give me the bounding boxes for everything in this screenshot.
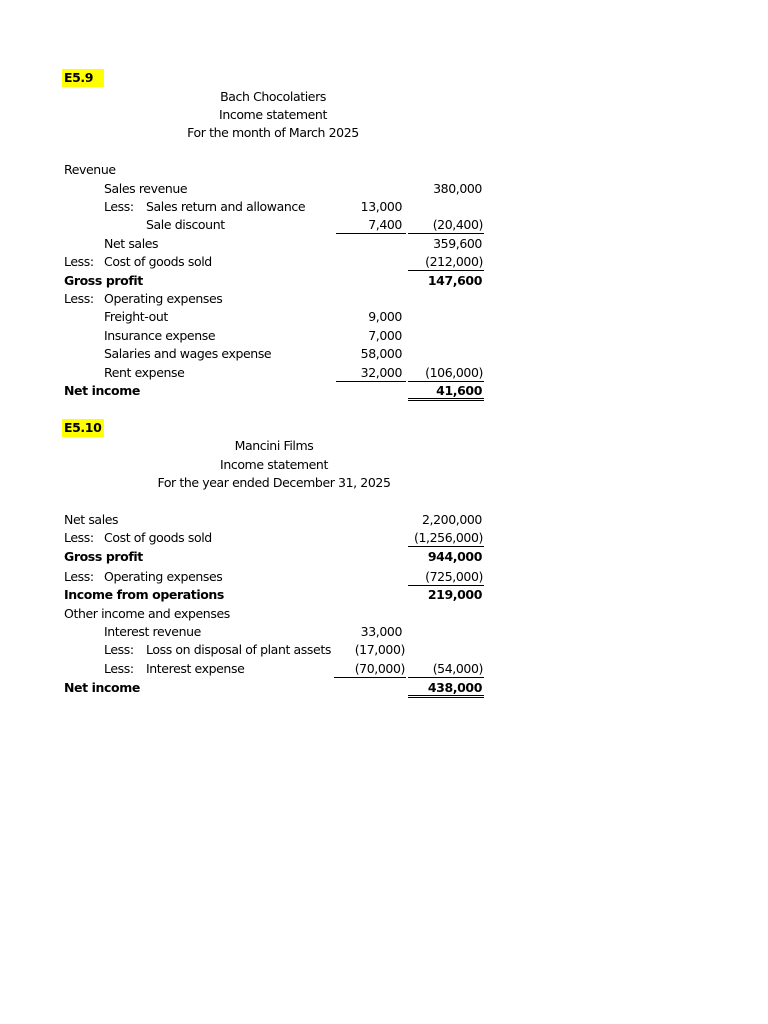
loss-on-disposal-amount: (17,000) bbox=[354, 642, 405, 657]
income-from-operations-label: Income from operations bbox=[64, 587, 224, 602]
less-label: Less: bbox=[104, 661, 134, 676]
net-sales-amount: 2,200,000 bbox=[421, 512, 482, 527]
sales-return-amount: 13,000 bbox=[360, 199, 402, 214]
salaries-expense-label: Salaries and wages expense bbox=[104, 346, 272, 361]
less-label: Less: bbox=[64, 530, 94, 545]
statement-period: For the year ended December 31, 2025 bbox=[157, 475, 391, 490]
gross-profit-label: Gross profit bbox=[64, 273, 143, 288]
less-label: Less: bbox=[64, 291, 94, 306]
sale-discount-label: Sale discount bbox=[146, 217, 225, 232]
cogs-amount: (212,000) bbox=[408, 253, 484, 271]
net-sales-label: Net sales bbox=[104, 236, 159, 251]
freight-out-amount: 9,000 bbox=[368, 309, 402, 324]
sale-discount-amount: 7,400 bbox=[336, 216, 406, 234]
statement-period: For the month of March 2025 bbox=[187, 125, 359, 140]
net-income-amount: 438,000 bbox=[408, 679, 484, 698]
operating-expenses-amount: (725,000) bbox=[408, 568, 484, 586]
insurance-expense-label: Insurance expense bbox=[104, 328, 216, 343]
cogs-label: Cost of goods sold bbox=[104, 530, 212, 545]
exercise-tag-e5-10: E5.10 bbox=[62, 419, 104, 437]
sales-return-label: Sales return and allowance bbox=[146, 199, 306, 214]
less-label: Less: bbox=[104, 199, 134, 214]
income-from-operations-amount: 219,000 bbox=[427, 587, 482, 602]
gross-profit-label: Gross profit bbox=[64, 549, 143, 564]
rent-expense-amount: 32,000 bbox=[336, 364, 406, 382]
net-income-label: Net income bbox=[64, 680, 140, 695]
company-name: Mancini Films bbox=[234, 438, 314, 453]
less-label: Less: bbox=[64, 254, 94, 269]
interest-expense-amount: (70,000) bbox=[334, 660, 406, 678]
cogs-amount: (1,256,000) bbox=[408, 529, 484, 547]
loss-on-disposal-label: Loss on disposal of plant assets bbox=[146, 642, 331, 657]
sales-revenue-label: Sales revenue bbox=[104, 181, 188, 196]
gross-profit-amount: 944,000 bbox=[427, 549, 482, 564]
exercise-tag-e5-9: E5.9 bbox=[62, 69, 104, 87]
net-sales-amount: 359,600 bbox=[433, 236, 482, 251]
revenue-label: Revenue bbox=[64, 162, 116, 177]
less-label: Less: bbox=[104, 642, 134, 657]
operating-expenses-label: Operating expenses bbox=[104, 291, 223, 306]
contra-revenue-total: (20,400) bbox=[408, 216, 484, 234]
freight-out-label: Freight-out bbox=[104, 309, 168, 324]
gross-profit-amount: 147,600 bbox=[427, 273, 482, 288]
net-sales-label: Net sales bbox=[64, 512, 119, 527]
cogs-label: Cost of goods sold bbox=[104, 254, 212, 269]
statement-title: Income statement bbox=[219, 107, 327, 122]
interest-revenue-amount: 33,000 bbox=[360, 624, 402, 639]
sales-revenue-amount: 380,000 bbox=[433, 181, 482, 196]
less-label: Less: bbox=[64, 569, 94, 584]
statement-title: Income statement bbox=[220, 457, 328, 472]
operating-expenses-label: Operating expenses bbox=[104, 569, 223, 584]
interest-expense-label: Interest expense bbox=[146, 661, 245, 676]
other-income-total: (54,000) bbox=[408, 660, 484, 678]
insurance-expense-amount: 7,000 bbox=[368, 328, 402, 343]
interest-revenue-label: Interest revenue bbox=[104, 624, 201, 639]
salaries-expense-amount: 58,000 bbox=[360, 346, 402, 361]
operating-expenses-total: (106,000) bbox=[408, 364, 484, 382]
company-name: Bach Chocolatiers bbox=[220, 89, 326, 104]
net-income-label: Net income bbox=[64, 383, 140, 398]
rent-expense-label: Rent expense bbox=[104, 365, 185, 380]
other-income-label: Other income and expenses bbox=[64, 606, 230, 621]
net-income-amount: 41,600 bbox=[408, 382, 484, 401]
